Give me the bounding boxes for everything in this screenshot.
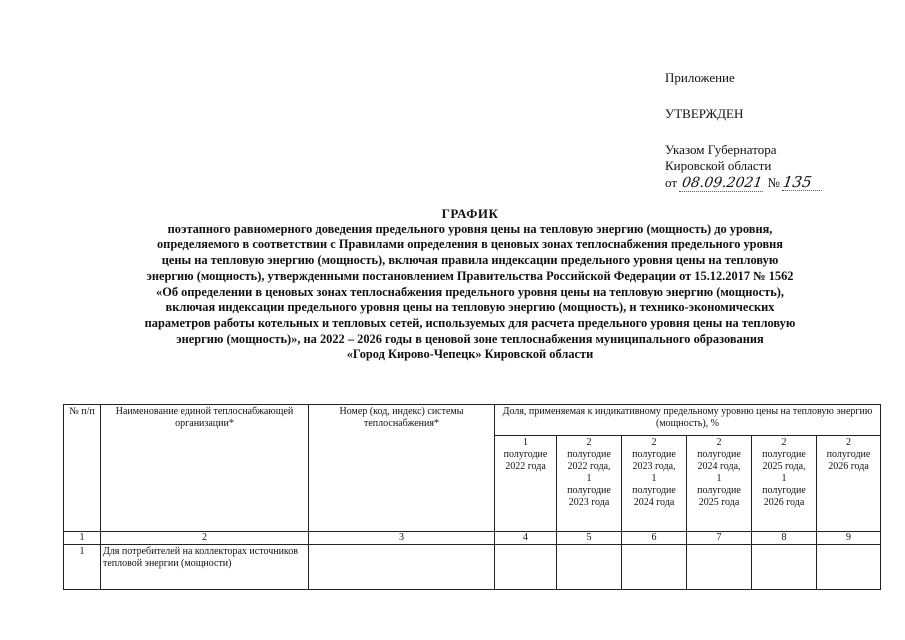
column-number: 9	[817, 532, 881, 545]
date-prefix: от	[665, 175, 678, 190]
document-heading	[40, 206, 900, 363]
period-header: 2 полугодие 2022 года, 1 полугодие 2023 года	[557, 436, 622, 532]
column-number-row	[64, 532, 881, 545]
row-num: 1	[64, 545, 101, 590]
schedule-table	[63, 404, 881, 590]
header-org: Наименование единой теплоснабжающей организации*	[101, 405, 309, 532]
approved-label: УТВЕРЖДЕН	[665, 106, 744, 121]
number-prefix: №	[767, 175, 780, 190]
column-number: 7	[687, 532, 752, 545]
handwritten-number: 135	[782, 174, 824, 191]
table-row	[64, 545, 881, 590]
heading-line: цены на тепловую энергию (мощность), включая правила индексации предельного уровня цены на тепловую	[161, 253, 779, 268]
period-header: 2 полугодие 2026 года	[817, 436, 881, 532]
column-number: 5	[557, 532, 622, 545]
header-share: Доля, применяемая к индикативному предельному уровню цены на тепловую энергию (мощность), %	[495, 405, 881, 436]
heading-line: параметров работы котельных и тепловых сетей, используемых для расчета предельного уровня цены на тепловую	[144, 315, 796, 330]
period-header: 2 полугодие 2025 года, 1 полугодие 2026 года	[752, 436, 817, 532]
header-row	[64, 405, 881, 436]
row-value	[752, 545, 817, 590]
heading-line: энергию (мощность), утвержденными постановлением Правительства Российской Федерации от 15.12.2017 № 1562	[146, 268, 794, 283]
heading-line: поэтапного равномерного доведения предельного уровня цены на тепловую энергию (мощность) до уровня,	[167, 221, 773, 236]
row-org: Для потребителей на коллекторах источников тепловой энергии (мощности)	[101, 545, 309, 590]
heading-line: «Город Кирово-Чепецк» Кировской области	[346, 347, 594, 362]
heading-line: определяемого в соответствии с Правилами определения в ценовых зонах теплоснабжения предельного уровня	[156, 237, 783, 252]
handwritten-date: 08.09.2021	[679, 175, 765, 192]
row-system	[309, 545, 495, 590]
appendix-label: Приложение	[665, 70, 735, 85]
row-value	[817, 545, 881, 590]
column-number: 6	[622, 532, 687, 545]
column-number: 2	[101, 532, 309, 545]
row-value	[495, 545, 557, 590]
row-value	[622, 545, 687, 590]
row-value	[687, 545, 752, 590]
period-header: 2 полугодие 2023 года, 1 полугодие 2024 года	[622, 436, 687, 532]
decree-line-1: Указом Губернатора	[665, 142, 777, 157]
heading-line: «Об определении в ценовых зонах теплоснабжения предельного уровня цены на тепловую энергию (мощность),	[156, 284, 784, 299]
header-system: Номер (код, индекс) системы теплоснабжения*	[309, 405, 495, 532]
column-number: 1	[64, 532, 101, 545]
heading-line: энергию (мощность)», на 2022 – 2026 годы в ценовой зоне теплоснабжения муниципального образования	[176, 331, 764, 346]
header-num: № п/п	[64, 405, 101, 532]
period-header: 1 полугодие 2022 года	[495, 436, 557, 532]
row-value	[557, 545, 622, 590]
decree-line-2: Кировской области	[665, 158, 772, 173]
period-header: 2 полугодие 2024 года, 1 полугодие 2025 года	[687, 436, 752, 532]
decree-date-line	[665, 174, 885, 192]
column-number: 8	[752, 532, 817, 545]
column-number: 4	[495, 532, 557, 545]
document-title: ГРАФИК	[441, 206, 499, 221]
heading-line: включая индексации предельного уровня цены на тепловую энергию (мощность), и технико-экономических	[165, 300, 775, 315]
approval-block	[665, 70, 885, 192]
column-number: 3	[309, 532, 495, 545]
